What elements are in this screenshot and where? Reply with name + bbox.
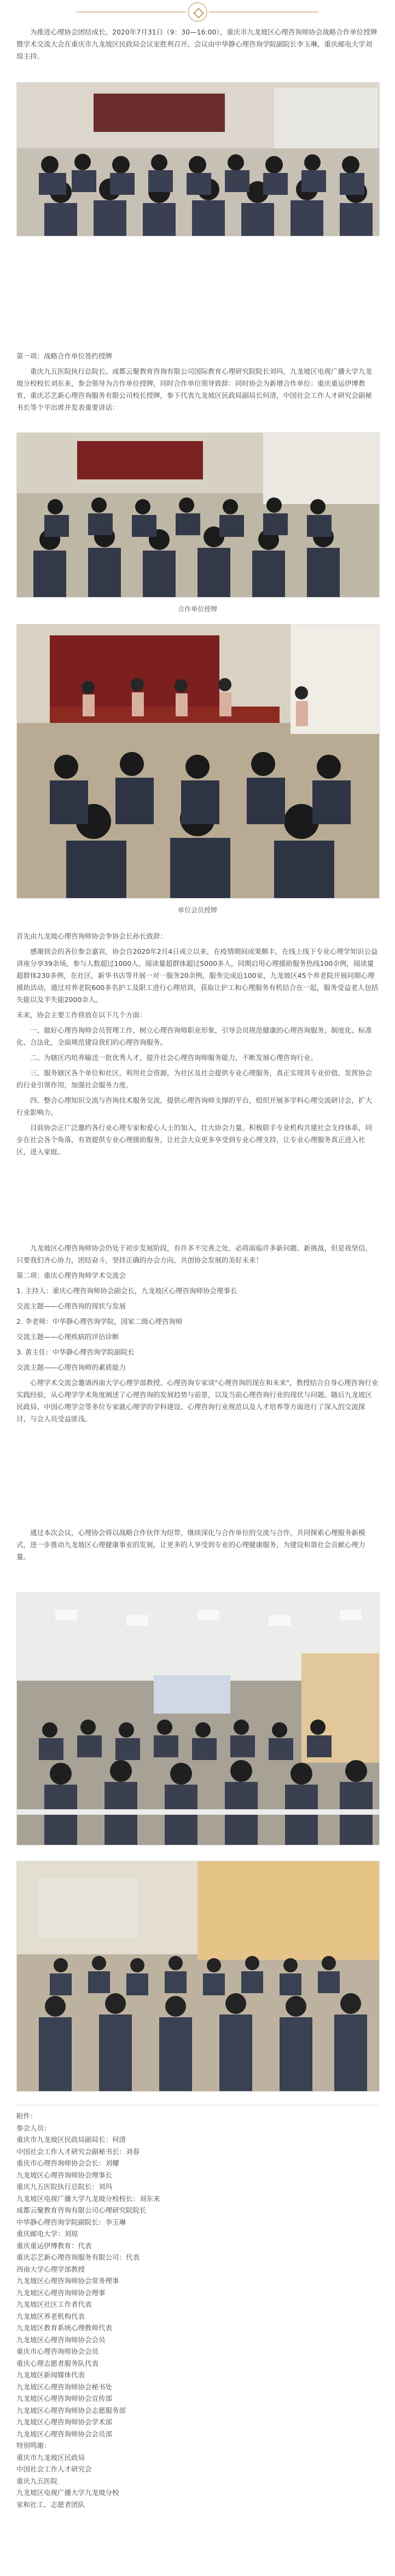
meeting-photo-4 [16,1593,380,1845]
topic-1: 交流主题——心理咨询的现状与发展 [16,1302,126,1310]
section3-paragraph: 九龙坡区心理咨询师协会仍处于初步发展阶段，有许多不完善之处，必将面临许多新问题、新挑战，但是我坚信，只要我们齐心协力，团结奋斗，坚持正确的办会方向，共创协会发展的美好未来！ [16,1244,373,1264]
appendix-line: 参会人员： [16,2123,51,2132]
appendix-line: 重庆重运伊博教育：代表 [16,2241,92,2250]
meeting-photo-1 [16,82,380,236]
ornament-line [77,11,186,13]
meeting-photo-5 [16,1861,380,2092]
future-item-1: 一、做好心理咨询师会员管理工作，树立心理咨询师职业形象，引导会员规范健康的心理咨询服务，制度化、标准化、合法化，全面规范建设我们的心理咨询服务。 [16,1026,373,1046]
ornament-line [209,11,318,13]
appendix-line: 中华静心理咨询学院副院长：李玉琳 [16,2218,126,2226]
section3-summary: 心理学术交流会邀请西南大学心理学部教授、心理咨询专家谈"心理咨询的现在和未来"，教授结合自身心理咨询行业实践经验，从心理学学术角度阐述了心理咨询的发展趋势与前景，以及当前心理咨询行业的现状与问题。随后九龙坡区民政局、中国心理学会等多位专家就心理学的学科建设、心理咨询行业规范以及人才培养等方面进行了深入的交流探讨，与会人员受益匪浅。 [16,1379,379,1423]
future-item-2: 二、为辖区内培养输送一批优秀人才，提升社会心理咨询师服务能力，不断发展心理咨询行业。 [30,1053,318,1062]
appendix-line: 九龙坡区心理咨询师协会宣传部 [16,2394,113,2403]
appendix-line: 九龙坡区心理咨询师协会会员部 [16,2429,113,2438]
exchange-heading: 第二项：重庆心理咨询师学术交流会 [16,1271,126,1280]
appendix-line: 西南大学心理学部教授 [16,2265,85,2273]
appendix-line: 特别鸣谢： [16,2441,51,2450]
appendix-line: 九龙坡区心理咨询师协会理事长 [16,2170,113,2179]
appendix-line: 重庆芯艺新心理咨询服务有限公司：代表 [16,2253,140,2261]
appendix-line: 重庆心理志愿者服务队代表 [16,2359,99,2367]
section1-heading: 第一项：战略合作单位签约授牌 [16,352,113,360]
section4-paragraph: 通过本次会议，心理协会将以战略合作伙伴为纽带，继续深化与合作单位的交流与合作，共同探索心理服务新模式，进一步推动九龙坡区心理健康事业的发展，让更多的人享受到专业的心理健康服务，为建设和谐社会贡献心理力量。 [16,1529,365,1561]
speaker-1: 1. 主持人：重庆心理咨询师协会副会长，九龙坡区心理咨询师协会理事长 [16,1287,237,1295]
meeting-photo-3 [16,624,380,899]
intro-paragraph: 为推进心理协会团结成长，2020年7月31日（9：30—16:00），重庆市九龙坡区心理咨询师协会战略合作单位授牌暨学术交流大会在重庆市九龙坡区民政局会议室胜利召开。会议由中华静心理咨询学院副院长李玉琳，重庆邮电大学刘琼主持。 [16,28,377,60]
future-heading: 未来，协会主要工作将放在以下几个方面： [16,1011,147,1019]
meeting-photo-2 [16,432,380,598]
topic-2: 交流主题——心理疾病的评估诊断 [16,1333,119,1341]
photo-caption-2: 单位会员授牌 [177,906,217,914]
speaker-2: 2. 李老师：中华静心理咨询学院，国家二级心理咨询师 [16,1317,183,1325]
speaker-3: 3. 黄主任：中华静心理咨询学院副院长 [16,1348,135,1356]
appendix-line: 九龙坡区电视广播大学九龙坡分校 [16,2488,119,2497]
ornament-medallion [188,2,207,22]
top-ornament [0,1,395,23]
appendix-line: 重庆市九龙坡区民政局 [16,2453,85,2462]
future-item-3: 三、服务辖区各个单位和社区，利用社会资源，为社区及社会提供专业心理服务，真正实现其专业价值，发挥协会的行业引领作用，加强社会服务力度。 [16,1069,373,1089]
appendix [16,2110,379,2510]
appendix-line: 九龙坡区心理咨询师协会志愿服务部 [16,2406,126,2415]
appendix-line: 中国社会工作人才研究会 [16,2465,92,2473]
section2-paragraph: 感谢到会的各位参会嘉宾，协会自2020年2月4日成立以来，在疫情期间成果颇丰，在线上线下专业心理学知识公益讲座分享39余场，参与人数超过1000人，阅读量超群体超过5000多人，同期启用心理援助服务热线100余例，阅读量超群体230多例，在社区，新华书店等开展一对一服务20余例，服务完成近100家，九龙坡区45个养老院开展同期心理援助活动，通过对养老院600多名护工及职工进行心理培训，获取让护工和心理服务有机结合在一起，服务受益老人包括失能以及半失能2000余人。 [16,947,379,1004]
section3-text [16,1242,379,1428]
appendix-line: 九龙坡区新闻媒体代表 [16,2371,85,2379]
appendix-line: 九龙坡区教育系统心理教师代表 [16,2324,113,2332]
appendix-line: 重庆邮电大学：刘琼 [16,2230,78,2238]
topic-3: 交流主题——心理咨询师的素质能力 [16,1363,126,1371]
appendix-line: 九龙坡区社区工作者代表 [16,2300,92,2308]
section2-closing: 目前协会正广泛邀约各行业心理专家和爱心人士的加入，壮大协会力量。积极联手专业机构共建社会支持体系，同步在社会各个角落，有效提供专业心理援助服务，让社会大众更多享受到专业心理支持，让专业心理服务真正进入社区，进入家庭。 [16,1124,373,1156]
photo-caption-1: 合作单位授牌 [177,605,217,613]
appendix-line: 九龙坡区心理咨询师协会理事 [16,2288,106,2297]
appendix-line: 九龙坡区电视广播大学九龙坡分校校长：刘东来 [16,2194,160,2203]
appendix-line: 重庆市九龙坡区民政局副局长：何清 [16,2135,126,2144]
appendix-line: 九龙坡区心理咨询师协会会员 [16,2335,106,2344]
section4-text [16,1527,379,1566]
appendix-title: 附件： [16,2112,37,2120]
section2-heading: 首先由九龙坡心理咨询师协会李协会长孙长致辞： [16,932,167,940]
appendix-line: 重庆九五医院执行总院长：刘玛 [16,2183,113,2191]
section1-paragraph: 重庆九五医院执行总院长、成都云聚教育咨询有限公司国际教育心理研究院院长刘玛，九龙坡区电视广播大学九龙坡分校校长刘东来，参会领导为合作单位授牌，同时合作单位领导致辞：同时协会为新增合作单位：重庆重运伊博教育，重庆芯艺新心理咨询服务有限公司校长授牌，参下代表九龙坡区民政局副局长何清，中国社会工作人才研究会副秘书长等个平出席并发表重要讲话： [16,367,373,412]
appendix-line: 重庆市心理咨询师协会会员 [16,2347,99,2355]
intro-text [16,26,379,66]
appendix-line: 重庆九五医院 [16,2476,58,2485]
appendix-line: 九龙坡区心理咨询师协会学术部 [16,2418,113,2426]
section2-text [16,930,379,1161]
future-item-4: 四、整合心理知识交流与咨询技术服务交流，提供心理咨询师支撑的平台，组织开展多学科心理交流研讨会，扩大行业影响力。 [16,1096,373,1116]
appendix-line: 九龙坡区养老机构代表 [16,2312,85,2320]
appendix-line: 中国社会工作人才研究会副秘书长：刘春 [16,2147,140,2156]
appendix-line: 九龙坡区心理咨询师协会秘书处 [16,2382,113,2391]
appendix-line: 九龙坡区心理咨询师协会常务理事 [16,2277,119,2285]
appendix-line: 成都云聚教育咨询有限公司心理研究院院长 [16,2206,147,2214]
appendix-line: 重庆市心理咨询师协会会长：刘耀 [16,2159,119,2167]
section1-text [16,350,379,417]
appendix-line: 家和社工、志愿者团队 [16,2500,85,2509]
